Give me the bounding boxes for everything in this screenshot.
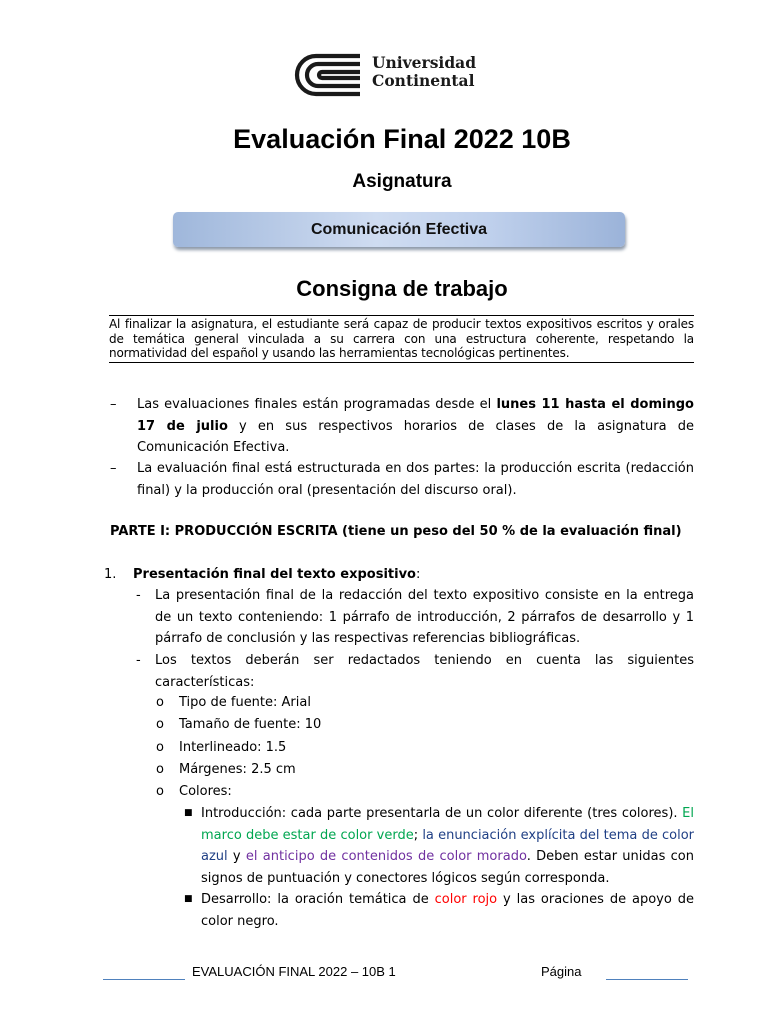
sub-bullet-marker: - [136, 588, 141, 603]
document-title: Evaluación Final 2022 10B [233, 124, 571, 154]
item-text: Introducción: cada parte presentarla de un color diferente (tres colores). [201, 806, 683, 821]
option-margins: Márgenes: 2.5 cm [179, 762, 296, 777]
bullet-marker: – [110, 397, 117, 412]
logo-line-1: Universidad [372, 53, 477, 72]
option-marker: o [156, 717, 164, 732]
option-marker: o [156, 762, 164, 777]
option-font-type: Tipo de fuente: Arial [179, 695, 311, 710]
option-colors: Colores: [179, 784, 232, 799]
option-line-spacing: Interlineado: 1.5 [179, 740, 287, 755]
bullet-schedule [137, 394, 694, 459]
section-title: Presentación final del texto expositivo [133, 567, 416, 582]
option-marker: o [156, 695, 164, 710]
purple-text: el anticipo de contenidos de color morado [245, 849, 527, 864]
green-text: El marco debe estar de color verde [201, 806, 694, 843]
option-font-size: Tamaño de fuente: 10 [179, 717, 322, 732]
logo-wordmark [372, 54, 476, 90]
logo-emblem-icon [292, 50, 372, 100]
footer-rule-right [606, 979, 688, 980]
section-colon: : [415, 567, 421, 582]
option-marker: o [156, 740, 164, 755]
bullet-structure: La evaluación final está estructurada en dos partes: la producción escrita (redacción final) y la producción oral (presentación del discurso oral). [137, 461, 694, 498]
red-text: color rojo [434, 892, 498, 907]
bullet-dates: lunes 11 hasta el domingo 17 de julio [137, 397, 694, 434]
square-bullet-marker: ■ [184, 894, 193, 904]
section-heading [133, 565, 420, 585]
item-text: y [227, 849, 246, 864]
item-development-colors [201, 889, 694, 932]
square-bullet-marker: ■ [184, 808, 193, 818]
subject-label: Asignatura [352, 171, 452, 192]
logo-line-2: Continental [372, 71, 475, 90]
subject-name: Comunicación Efectiva [310, 220, 488, 238]
sub-bullet-requirements: Los textos deberán ser redactados teniendo en cuenta las siguientes características: [155, 653, 694, 690]
bullet-marker: – [110, 461, 117, 476]
sub-bullet-presentation: La presentación final de la redacción del texto expositivo consiste en la entrega de un texto conteniendo: 1 párrafo de introducción, 2 párrafos de desarrollo y 1 párrafo de conclusión y las respectivas referencias bibliográficas. [155, 588, 694, 646]
item-text: Desarrollo: la oración temática de [201, 892, 435, 907]
sub-bullet-marker: - [136, 653, 141, 668]
item-text: y las oraciones de apoyo de color negro. [201, 892, 694, 929]
footer-rule-left [103, 979, 185, 980]
bullet-text: Las evaluaciones finales están programadas desde el [137, 397, 497, 412]
section-title-consigna: Consigna de trabajo [296, 276, 508, 301]
footer-page-label: Página [541, 964, 582, 979]
subject-name-banner [173, 212, 625, 247]
blue-text: la enunciación explícita del tema de color azul [201, 827, 695, 864]
option-marker: o [156, 784, 164, 799]
item-text: ; [413, 827, 423, 843]
footer-title: EVALUACIÓN FINAL 2022 – 10B 1 [192, 964, 396, 979]
section-number: 1. [104, 567, 117, 582]
item-text: . Deben estar unidas con signos de puntuación y conectores lógicos según corresponda. [201, 849, 694, 886]
bullet-text: y en sus respectivos horarios de clases de la asignatura de Comunicación Efectiva. [137, 418, 694, 455]
part-one-heading: PARTE I: PRODUCCIÓN ESCRITA (tiene un peso del 50 % de la evaluación final) [110, 524, 682, 539]
item-introduction-colors [201, 803, 694, 889]
learning-outcome-box: Al finalizar la asignatura, el estudiante será capaz de producir textos expositivos escritos y orales de temática general vinculada a su carrera con una estructura coherente, respetando la normatividad del español y usando las herramientas tecnológicas pertinentes. [109, 315, 694, 363]
